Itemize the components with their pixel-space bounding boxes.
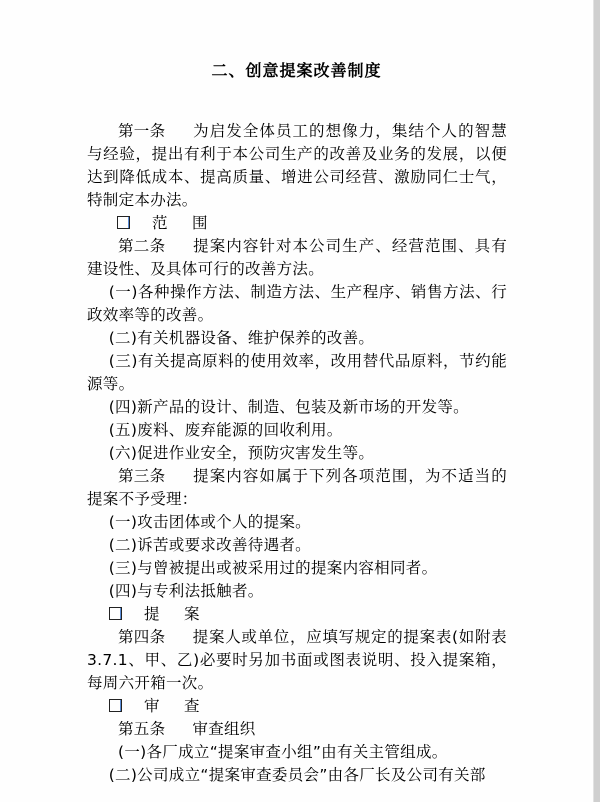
- list-item: (五)废料、废弃能源的回收利用。: [108, 421, 343, 439]
- document-body: [87, 120, 507, 787]
- checkbox-square-icon: [109, 607, 122, 620]
- list-item: (一)攻击团体或个人的提案。: [108, 513, 311, 531]
- page-edge-scrollbar: [593, 0, 600, 802]
- checkbox-square-icon: [109, 699, 122, 712]
- article-3: [87, 465, 507, 511]
- list-item: (四)与专利法抵触者。: [108, 582, 264, 600]
- section-heading-proposal: 提 案: [87, 603, 507, 626]
- article-1: [87, 120, 507, 212]
- list-item: (六)促进作业安全，预防灾害发生等。: [108, 444, 375, 462]
- article-text: 为启发全体员工的想像力，集结个人的智慧与经验，提出有利于本公司生产的改善及业务的发展，以便达到降低成本、提高质量、增进公司经营、激励同仁士气，特制定本办法。: [87, 122, 507, 209]
- checkbox-square-icon: [117, 216, 130, 229]
- article-4: [87, 626, 507, 695]
- section-heading-review: 审 查: [87, 695, 507, 718]
- list-item: (三)有关提高原料的使用效率，改用替代品原料，节约能源等。: [87, 352, 507, 393]
- article-text: 提案人或单位，应填写规定的提案表(如附表3.7.1、甲、乙)必要时另加书面或图表说明、投入提案箱，每周六开箱一次。: [87, 628, 507, 692]
- article-text: 提案内容如属于下列各项范围，为不适当的提案不予受理：: [87, 467, 507, 508]
- list-item: (二)诉苦或要求改善待遇者。: [108, 536, 311, 554]
- list-item: (一)各种操作方法、制造方法、生产程序、销售方法、行政效率等的改善。: [87, 283, 507, 324]
- list-item: (三)与曾被提出或被采用过的提案内容相同者。: [108, 559, 438, 577]
- article-label: 第三条: [118, 467, 166, 485]
- list-item: (一)各厂成立“提案审查小组”由有关主管组成。: [118, 743, 448, 761]
- article-5: [87, 718, 507, 741]
- list-item: (二)有关机器设备、维护保养的改善。: [108, 329, 375, 347]
- article-label: 第四条: [118, 628, 166, 646]
- article-text: 提案内容针对本公司生产、经营范围、具有建设性、及具体可行的改善方法。: [87, 237, 507, 278]
- article-text: 审查组织: [192, 720, 256, 738]
- list-item: (四)新产品的设计、制造、包装及新市场的开发等。: [108, 398, 469, 416]
- article-label: 第五条: [118, 720, 166, 738]
- article-label: 第二条: [118, 237, 166, 255]
- section-heading-scope: 范 围: [87, 212, 507, 235]
- list-item: (二)公司成立“提案审查委员会”由各厂长及公司有关部: [108, 766, 486, 784]
- document-title: 二、创意提案改善制度: [211, 61, 382, 80]
- article-label: 第一条: [118, 122, 166, 140]
- article-2: [87, 235, 507, 281]
